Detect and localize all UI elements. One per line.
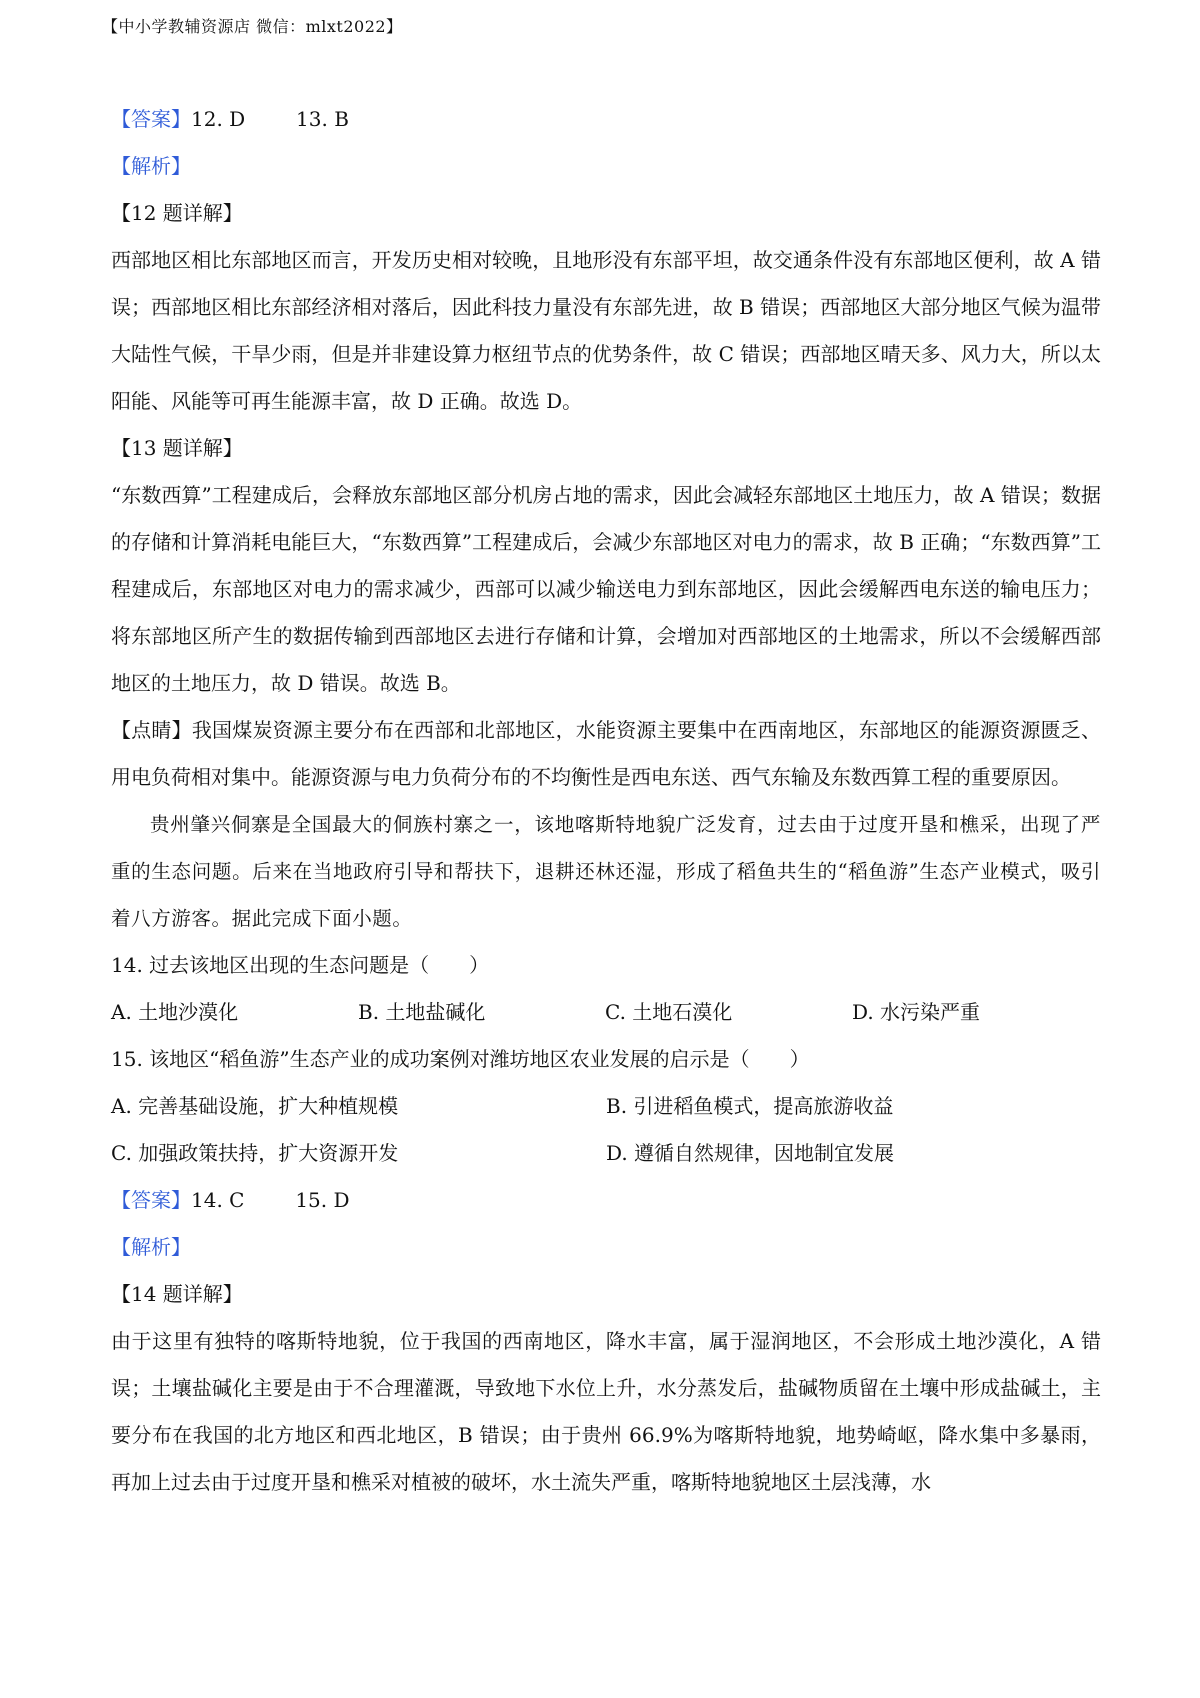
q15-options-row1	[111, 1083, 1101, 1130]
q15-options-row2	[111, 1130, 1101, 1177]
q15-stem: 15. 该地区“稻鱼游”生态产业的成功案例对潍坊地区农业发展的启示是（ ）	[111, 1047, 810, 1071]
q14-option-c: C. 土地石漠化	[605, 1000, 733, 1024]
q14-stem: 14. 过去该地区出现的生态问题是（ ）	[111, 953, 490, 977]
q15-option-c: C. 加强政策扶持，扩大资源开发	[111, 1141, 399, 1165]
reading-material: 贵州肇兴侗寨是全国最大的侗族村寨之一，该地喀斯特地貌广泛发育，过去由于过度开垦和樵采，出现了严重的生态问题。后来在当地政府引导和帮扶下，退耕还林还湿，形成了稻鱼共生的“稻鱼游”生态产业模式，吸引着八方游客。据此完成下面小题。	[111, 813, 1101, 930]
q15-option-d: D. 遵循自然规律，因地制宜发展	[606, 1141, 895, 1165]
answer-line-1	[111, 96, 1101, 143]
answer-tag-2: 【答案】	[111, 1188, 191, 1212]
q14-detail-title: 【14 题详解】	[111, 1282, 243, 1306]
q14-option-b: B. 土地盐碱化	[358, 1000, 486, 1024]
q13-detail-body: “东数西算”工程建成后，会释放东部地区部分机房占地的需求，因此会减轻东部地区土地压力，故 A 错误；数据的存储和计算消耗电能巨大，“东数西算”工程建成后，会减少东部地区对电力的需求，故 B 正确；“东数西算”工程建成后，东部地区对电力的需求减少，西部可以减少输送电力到东部地区，因此会缓解西电东送的输电压力；将东部地区所产生的数据传输到西部地区去进行存储和计算，会增加对西部地区的土地需求，所以不会缓解西部地区的土地压力，故 D 错误。故选 B。	[111, 483, 1101, 695]
q14-options	[111, 989, 1101, 1036]
q14-option-d: D. 水污染严重	[852, 1000, 981, 1024]
analysis-tag-1: 【解析】	[111, 154, 191, 178]
q14-option-a: A. 土地沙漠化	[111, 1000, 239, 1024]
q13-detail-title: 【13 题详解】	[111, 436, 243, 460]
answer-text: 12. D 13. B	[191, 107, 349, 131]
analysis-tag-2: 【解析】	[111, 1235, 191, 1259]
answer-text-2: 14. C 15. D	[191, 1188, 350, 1212]
answer-line-2	[111, 1177, 1101, 1224]
q12-detail-title: 【12 题详解】	[111, 201, 243, 225]
answer-tag: 【答案】	[111, 107, 191, 131]
q15-option-b: B. 引进稻鱼模式，提高旅游收益	[606, 1094, 894, 1118]
watermark-header: 【中小学教辅资源店 微信：mlxt2022】	[102, 17, 403, 36]
tip-paragraph: 【点睛】我国煤炭资源主要分布在西部和北部地区，水能资源主要集中在西南地区，东部地区的能源资源匮乏、用电负荷相对集中。能源资源与电力负荷分布的不均衡性是西电东送、西气东输及东数西算工程的重要原因。	[111, 718, 1101, 789]
q15-option-a: A. 完善基础设施，扩大种植规模	[111, 1094, 399, 1118]
q12-detail-body: 西部地区相比东部地区而言，开发历史相对较晚，且地形没有东部平坦，故交通条件没有东部地区便利，故 A 错误；西部地区相比东部经济相对落后，因此科技力量没有东部先进，故 B 错误；西部地区大部分地区气候为温带大陆性气候，干旱少雨，但是并非建设算力枢纽节点的优势条件，故 C 错误；西部地区晴天多、风力大，所以太阳能、风能等可再生能源丰富，故 D 正确。故选 D。	[111, 248, 1101, 413]
document-page	[111, 96, 1101, 1506]
q14-detail-body: 由于这里有独特的喀斯特地貌，位于我国的西南地区，降水丰富，属于湿润地区，不会形成土地沙漠化，A 错误；土壤盐碱化主要是由于不合理灌溉，导致地下水位上升，水分蒸发后，盐碱物质留在土壤中形成盐碱土，主要分布在我国的北方地区和西北地区，B 错误；由于贵州 66.9%为喀斯特地貌，地势崎岖，降水集中多暴雨，再加上过去由于过度开垦和樵采对植被的破坏，水土流失严重，喀斯特地貌地区土层浅薄，水	[111, 1329, 1101, 1494]
